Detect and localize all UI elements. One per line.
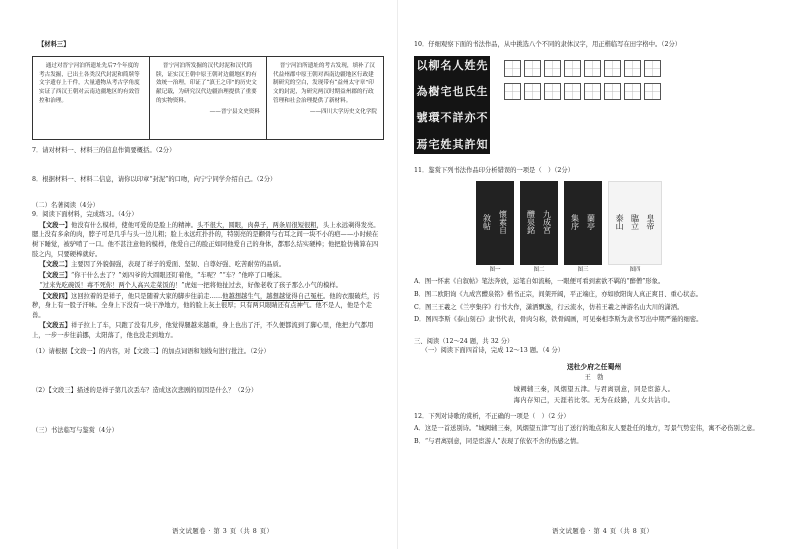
calligraphy-glyph: 生 (476, 84, 488, 98)
passage-6 (32, 321, 384, 340)
exam-page-3 (32, 40, 384, 549)
question-12-options (414, 424, 774, 446)
figure-1 (476, 181, 514, 274)
figure-glyph-column (483, 215, 491, 232)
passage-text: 【文段三】 (39, 271, 72, 279)
passage-text: 【文段一】 (39, 221, 72, 229)
passage-text: ，头上永远剃得发亮。腮上没有多余的肉，脖子可是几乎与头一边儿粗；脸上永远红扑扑的，特别亮的是颧骨与右耳之间一块不小的疤——小时候在树下睡觉，被驴啃了一口。他不甚注意他的模样，他爱自己的脸正如同他爱自己的身体，都那么结实硬棒；他把脸仿佛算在四肢之内，只要硬棒就好。 (32, 221, 380, 258)
calligraphy-glyph: 宅 (440, 84, 452, 98)
figure-glyph-column (646, 215, 654, 232)
calligraphy-glyph: 宅 (428, 137, 440, 151)
figure-glyph: 泉 (527, 217, 535, 227)
q12-option-1: A．这是一首送别诗。“城阙辅三秦，风烟望五津”写出了送行的地点和友人要赴任的地方，写景气势宏伟，寓不必伤别之意。 (414, 425, 759, 433)
figure-caption: 图一 (489, 267, 501, 274)
tracing-grid (504, 60, 661, 106)
passage-list (32, 221, 384, 341)
grid-row-1 (504, 60, 661, 77)
page-footer-4: 语文试题卷 · 第 4 页（共 8 页） (552, 528, 654, 536)
section-classic-reading-heading: （二）名著阅读（4分） (32, 201, 99, 209)
figure-glyph-column (499, 211, 507, 236)
tianzige-cell (624, 60, 641, 77)
figure-glyph: 宮 (543, 226, 551, 236)
calligraphy-glyph: 環 (428, 111, 440, 125)
tianzige-cell (564, 83, 581, 100)
figure-glyph: 蘭 (587, 213, 595, 223)
poem-body (414, 385, 774, 406)
calligraphy-column-1 (477, 60, 488, 150)
calligraphy-glyph: 不 (476, 111, 488, 125)
question-8: 8．根据材料一、材料二信息，请你以印章“封泥”的口吻，向宁宁同学介绍自己。（2分） (32, 176, 277, 184)
material-cell-source: ——四川大学历史文化学院 (309, 109, 377, 116)
tianzige-cell (584, 60, 601, 77)
figure-image-3 (564, 181, 602, 265)
figure-glyph: 皇 (646, 213, 655, 223)
calligraphy-glyph: 為 (416, 84, 428, 98)
material-cell-source: ——晋宁县文史资料 (209, 109, 260, 116)
tianzige-cell (504, 60, 521, 77)
material-cell-text: 晋宁河泊所发掘的汉代封泥和汉代简牍，证实汉王朝中原王朝对边疆地区的有效统一治理，印证了“滇王之印”的历史文献记载，为研究汉代边疆治理提供了重要的实物资料。 (156, 62, 257, 105)
calligraphy-column-2 (465, 60, 476, 150)
figure-glyph: 自 (499, 226, 507, 236)
figure-glyph: 素 (499, 217, 507, 227)
figure-4 (608, 181, 662, 274)
tianzige-cell (524, 60, 541, 77)
figure-caption: 图三 (577, 267, 589, 274)
calligraphy-glyph: 許 (464, 137, 476, 151)
question-10-body (414, 56, 774, 154)
calligraphy-glyph: 不 (440, 111, 452, 125)
figure-glyph: 序 (571, 222, 579, 232)
underlined-text: 他越想越生气，越想越觉得自己冤枉 (222, 292, 323, 300)
figure-glyph: 銘 (527, 226, 535, 236)
figure-3 (564, 181, 602, 274)
exam-page-4 (414, 40, 774, 549)
calligraphy-glyph: 名 (440, 58, 452, 72)
calligraphy-glyph: 以 (416, 58, 428, 72)
calligraphy-glyph: 焉 (416, 137, 428, 151)
figure-glyph-column (631, 215, 639, 232)
material-three-table (32, 56, 384, 140)
figure-glyph: 帖 (483, 222, 491, 232)
calligraphy-column-3 (453, 60, 464, 150)
material-cell-3 (267, 56, 384, 139)
figure-glyph: 懷 (499, 209, 507, 219)
calligraphy-sample-image (414, 56, 490, 154)
poem-intro: （一）阅读下面四首诗，完成 12～13 题。（4 分） (421, 347, 565, 355)
passage-text: 。他的衣服破烂，污秽，身上有一股子汗味。全身上下没有一块干净地方，他的脸上灰土很厚；只有两只眼睛还有点神气。他不是人，他是个走兽。 (32, 292, 380, 319)
section-calligraphy-heading: （三）书法临写与鉴赏（4分） (32, 426, 118, 434)
figure-glyph: 帝 (646, 222, 655, 232)
calligraphy-figures (476, 181, 774, 274)
material-three-heading: 【材料三】 (38, 41, 70, 48)
calligraphy-column-4 (441, 60, 452, 150)
answer-space (32, 396, 384, 420)
figure-glyph: 九 (543, 209, 551, 219)
q11-option-4: D．图四李斯《泰山刻石》隶书代表，骨肉匀称，铁骨阔画，可见秦相李斯为隶书写出中期严谨的细密。 (414, 316, 703, 324)
material-cell-2 (150, 56, 267, 139)
calligraphy-glyph: 詳 (452, 111, 464, 125)
sub-question-2: （2）【文段三】描述的是祥子第几次丢车？造成这次悲剧的原因是什么？（2分） (32, 387, 258, 395)
calligraphy-glyph: 人 (452, 58, 464, 72)
underlined-text: 头不很大，圆眼，肉鼻子，两条眉很短很粗 (196, 221, 317, 229)
question-9: 9．阅读下面材料，完成练习。（4分） (32, 211, 138, 219)
calligraphy-glyph: 號 (416, 111, 428, 125)
figure-glyph: 成 (543, 217, 551, 227)
calligraphy-glyph: 姓 (464, 58, 476, 72)
passage-3 (32, 271, 384, 281)
passage-text: 这回拉着的是祥子，他只是随着大家的脚步往前走…… (71, 292, 223, 300)
section-reading-heading: 三、阅读（12～24 题，共 32 分） (414, 337, 514, 345)
page-gutter (397, 0, 398, 549)
passage-text: 他没有什么模样，使他可爱的是脸上的精神。 (71, 221, 197, 229)
grid-row-2 (504, 83, 661, 100)
tianzige-cell (564, 60, 581, 77)
material-cell-text: 晋宁河泊所遗址的考古发现，填补了汉代益州郡中原王朝对西南边疆地区行政建制研究的空白，发现带有“益州太守章”印文的封泥，为研究两汉时期益州郡的行政管理和社会治理提供了新材料。 (273, 62, 375, 105)
passage-text: 【文段二】 (39, 261, 72, 269)
figure-image-1 (476, 181, 514, 265)
figure-2 (520, 181, 558, 274)
passage-1 (32, 221, 384, 259)
q11-option-3: C．图三王羲之《兰亭集序》行书大作，潇洒飘逸，行云流水，仿若王羲之神游名山大川的潇洒。 (414, 303, 684, 311)
figure-glyph: 臨 (630, 213, 639, 223)
figure-glyph: 醴 (527, 209, 535, 219)
passage-4 (32, 281, 384, 291)
figure-image-4 (608, 181, 662, 265)
passage-text: ！”虎妞一把将他扯过去，好像老收了孩子那么小气的模样。 (175, 282, 342, 290)
poem-line-1: 城阙辅三秦，风烟望五津。与君离别意，同是宦游人。 (513, 385, 675, 393)
question-7: 7．请对材料一、材料三的信息作简要概括。（2分） (32, 146, 176, 154)
material-cell-text: 通过对晋宁河泊所遗址先后7个年度的考古发掘，已出土各类汉代封泥和简牍等文字遗存上千件，大量遗物从考古学角度实证了西汉王朝对云南边疆地区的有效管控和治理。 (39, 62, 140, 105)
question-11: 11．鉴赏下列书法作品印分析错误的一项是（ ）（2分） (414, 166, 574, 174)
tianzige-cell (624, 83, 641, 100)
figure-glyph: 敘 (483, 213, 491, 223)
figure-caption: 图四 (629, 267, 641, 274)
calligraphy-glyph: 其 (452, 137, 464, 151)
figure-glyph-column (571, 215, 579, 232)
passage-text: 主要因了外貌倔强，表现了祥子的爱面、坚韧、自尊好强、吃苦耐劳的品质。 (71, 261, 286, 269)
calligraphy-glyph: 知 (476, 137, 488, 151)
question-12: 12．下列对诗歌的赏析，不正确的一项是（ ）（2 分） (414, 412, 570, 420)
calligraphy-glyph: 先 (476, 58, 488, 72)
tianzige-cell (604, 83, 621, 100)
figure-image-2 (520, 181, 558, 265)
calligraphy-column-6 (417, 60, 428, 150)
figure-glyph-column (616, 215, 624, 232)
passage-5 (32, 292, 384, 321)
tianzige-cell (584, 83, 601, 100)
calligraphy-glyph: 也 (452, 84, 464, 98)
tianzige-cell (644, 83, 661, 100)
figure-glyph: 立 (630, 222, 639, 232)
passage-text: 【文段四】 (39, 292, 72, 300)
underlined-text: “过来先吃碗饭！毒不死你！两个人高兴走菜饭的 (39, 282, 176, 290)
figure-glyph: 山 (615, 222, 624, 232)
q12-option-2: B．“与君离别意，同是宦游人”表现了依依不舍的伤感之情。 (414, 438, 583, 445)
calligraphy-glyph: 柳 (428, 58, 440, 72)
tianzige-cell (524, 83, 541, 100)
passage-text: “你干什么去了？”刘四爷的大圆眼还盯着他，“车呢？”“车？”他啐了口唾沫。 (71, 271, 286, 279)
calligraphy-glyph: 亦 (464, 111, 476, 125)
material-cell-1 (33, 56, 150, 139)
tianzige-cell (544, 83, 561, 100)
tianzige-cell (504, 83, 521, 100)
tianzige-cell (644, 60, 661, 77)
calligraphy-column-5 (429, 60, 440, 150)
figure-glyph-column (543, 211, 551, 236)
page-footer-3: 语文试题卷 · 第 3 页（共 8 页） (172, 528, 274, 536)
poem-title: 送杜少府之任蜀州 (566, 362, 622, 371)
q11-option-2: B．图二欧阳询《九成宫醴泉铭》楷书正宗，间架开阔，平正端庄，亦如欧阳询人真正爽目、重心状态。 (414, 291, 702, 299)
answer-space (32, 356, 384, 380)
figure-glyph-column (527, 211, 535, 236)
calligraphy-glyph: 姓 (440, 137, 452, 151)
figure-caption: 图二 (533, 267, 545, 274)
figure-glyph: 亭 (587, 222, 595, 232)
figure-glyph: 泰 (615, 213, 624, 223)
sub-question-1: （1）请根据【文段一】的内容，对【文段二】的加点词语和划线句进行批注。（2分） (32, 347, 270, 355)
calligraphy-glyph: 樹 (428, 84, 440, 98)
figure-glyph-column (587, 215, 595, 232)
material-table-row (33, 56, 384, 139)
figure-glyph: 集 (571, 213, 579, 223)
passage-text: 【文段五】 (39, 322, 72, 330)
question-11-options (414, 277, 774, 324)
tianzige-cell (544, 60, 561, 77)
passage-2 (32, 260, 384, 270)
poem-author: 王 勃 (584, 374, 604, 382)
q11-option-1: A．图一怀素《自叙帖》笔法奔放，运笔自如流畅，一眼便可看到素欲不羁的“醉僧”形象。 (414, 278, 665, 286)
calligraphy-glyph: 氏 (464, 84, 476, 98)
passage-text: 祥子拉上了车，只跑了没有几步，他觉得腿越来越重，身上也出了汗，不久便都流到了脚心里，他把力气都用上，一步一步往前挪，太阳落了，他也没走到地方。 (32, 322, 374, 339)
tianzige-cell (604, 60, 621, 77)
poem-line-2: 海内存知己，天涯若比邻。无为在歧路，儿女共沾巾。 (513, 397, 675, 405)
question-10: 10．仔细观察下面的书法作品，从中挑选八个不同的隶体汉字，用正楷临写在田字格中。（2分） (414, 41, 682, 48)
